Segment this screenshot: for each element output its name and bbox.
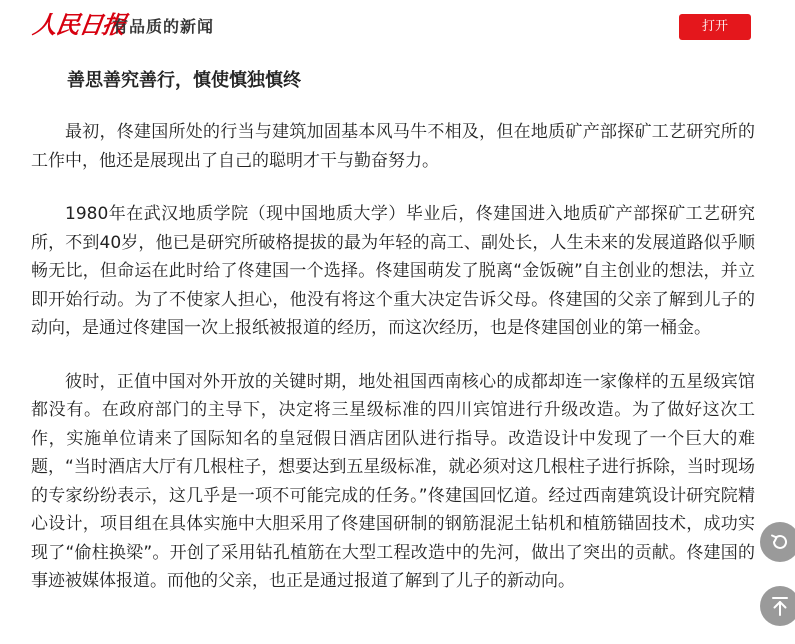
header-slogan: 有品质的新闻 [112,17,215,36]
article-body [31,118,755,621]
app-header [0,0,795,52]
article-subheading: 善思善究善行，慎使慎独慎终 [67,70,301,91]
back-to-top-button[interactable] [760,586,795,626]
article-paragraph: 1980年在武汉地质学院（现中国地质大学）毕业后，佟建国进入地质矿产部探矿工艺研究所，不到40岁，他已是研究所破格提拔的最为年轻的高工、副处长，人生未来的发展道路似乎顺畅无比，但命运在此时给了佟建国一个选择。佟建国萌发了脱离“金饭碗”自主创业的想法，并立即开始行动。为了不使家人担心，他没有将这个重大决定告诉父母。佟建国的父亲了解到儿子的动向，是通过佟建国一次上报纸被报道的经历，而这次经历，也是佟建国创业的第一桶金。 [31,204,755,338]
refresh-button[interactable] [760,522,795,562]
article-paragraph: 彼时，正值中国对外开放的关键时期，地处祖国西南核心的成都却连一家像样的五星级宾馆都没有。在政府部门的主导下，决定将三星级标准的四川宾馆进行升级改造。为了做好这次工作，实施单位请来了国际知名的皇冠假日酒店团队进行指导。改造设计中发现了一个巨大的难题，“当时酒店大厅有几根柱子，想要达到五星级标准，就必须对这几根柱子进行拆除，当时现场的专家纷纷表示，这几乎是一项不可能完成的任务。”佟建国回忆道。经过西南建筑设计研究院精心设计，项目组在具体实施中大胆采用了佟建国研制的钢筋混泥土钻机和植筋锚固技术，成功实现了“偷柱换梁”。开创了采用钻孔植筋在大型工程改造中的先河，做出了突出的贡献。佟建国的事迹被媒体报道。而他的父亲，也正是通过报道了解到了儿子的新动向。 [31,371,755,591]
open-app-button[interactable]: 打开 [679,14,751,40]
article-paragraph: 最初，佟建国所处的行当与建筑加固基本风马牛不相及，但在地质矿产部探矿工艺研究所的工作中，他还是展现出了自己的聪明才干与勤奋努力。 [31,122,755,171]
people-daily-logo: 人民日报 [31,10,128,39]
